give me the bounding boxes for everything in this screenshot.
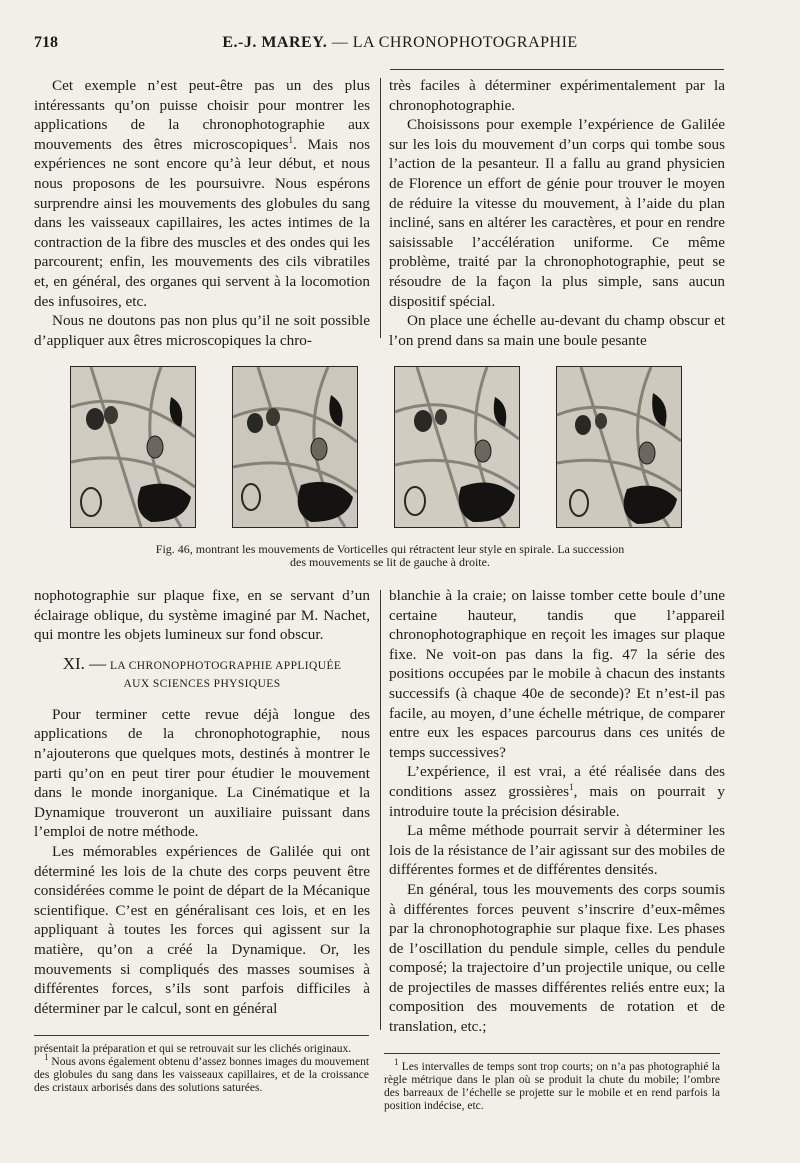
footnote-text: Les intervalles de temps sont trop courts; on n’a pas photographié la règle métrique dans le plan où se produit la chute du mobile; l’ombre des barreaux de l’échelle se projette sur le mobile et en rend parfois la position indécise, etc.: [384, 1061, 720, 1112]
footnote-marker: 1: [569, 781, 574, 792]
paragraph: La même méthode pourrait servir à déterminer les lois de la résistance de l’air agissant sur des mobiles de différentes formes et de différentes densités.: [389, 822, 725, 879]
page-number: 718: [34, 34, 58, 51]
micrograph-plate-1: [70, 366, 196, 528]
micrograph-plate-4: [556, 366, 682, 528]
micrograph-plate-2: [232, 366, 358, 528]
column-divider-bottom: [380, 590, 381, 1030]
paragraph: très faciles à déterminer expérimentalement par la chronophotographie.: [389, 77, 725, 114]
caption-line: des mouvements se lit de gauche à droite.: [290, 555, 490, 569]
section-heading: [34, 655, 370, 693]
footnote-rule-left: [34, 1035, 369, 1036]
paragraph: En général, tous les mouvements des corps soumis à différentes forces peuvent s’inscrire d’eux-mêmes par la chronophotographie sur plaque fixe. Les phases de l’oscillation du pendule simple, celles du pendule composé; la trajectoire d’un projectile unique, ou celle de projectiles de masses différentes reliés entre eux; la composition des mouvements de rotation et de translation, etc.;: [389, 880, 725, 1036]
section-title-line: LA CHRONOPHOTOGRAPHIE APPLIQUÉE: [109, 659, 342, 672]
micrograph-plate-3: [394, 366, 520, 528]
paragraph: On place une échelle au-devant du champ obscur et l’on prend dans sa main une boule pesante: [389, 312, 725, 349]
text-column-right-top: [389, 76, 725, 350]
header-title: LA CHRONOPHOTOGRAPHIE: [352, 34, 578, 51]
footnote-left: [34, 1043, 369, 1095]
header-dash: —: [331, 34, 349, 51]
paragraph: Pour terminer cette revue déjà longue des applications de la chronophotographie, nous n’ajouterons que quelques mots, destinés à montrer le parti qu’on en peut tirer pour étudier le mouvement dans le monde inorganique. La Cinématique et la Dynamique trouveront un auxiliaire puissant dans l’emploi de notre méthode.: [34, 705, 370, 841]
figure-caption: [70, 543, 710, 569]
caption-line: Fig. 46, montrant les mouvements de Vorticelles qui rétractent leur style en spirale. La succession: [155, 542, 625, 556]
paragraph: Les mémorables expériences de Galilée qui ont déterminé les lois de la chute des corps peuvent être considérées comme le point de départ de la Mécanique scientifique. C’est en généralisant ces lois, et en les appliquant à toutes les forces qui agissent sur la matière, qu’on a créé la Dynamique. Or, les mouvements si compliqués des masses soumises à différentes forces, s’ils sont parfois difficiles à déterminer par le calcul, sont en général: [34, 842, 370, 1017]
running-header: [0, 34, 800, 52]
footnote: [384, 1057, 720, 1113]
figure-46-plates: [70, 366, 690, 528]
text-column-right-bottom: [389, 586, 725, 1037]
paragraph-text: , mais on pourrait y introduire toute la précision désirable.: [389, 782, 725, 820]
text-column-left-top: [34, 76, 370, 350]
footnote-right: [384, 1057, 720, 1113]
paragraph-text: L’expérience, il est vrai, a été réalisée dans des conditions assez grossières: [389, 763, 725, 800]
footnote-rule-right: [384, 1053, 720, 1054]
text-column-left-bottom: [34, 586, 370, 1018]
footnote: [34, 1052, 370, 1095]
paragraph: [389, 762, 725, 821]
paragraph: Choisissons pour exemple l’expérience de Galilée sur les lois du mouvement d’un corps qui tombe sous l’action de la pesanteur. Il a fallu au grand physicien de Florence un effort de génie pour trouver le moyen de réduire la vitesse du mouvement, à l’aide du plan incliné, sans en altérer les caractères, et pour en rendre saisissable l’accélération uniforme. Ce même problème, traité par la chronophotographie, peut se résoudre de la façon la plus simple, sans aucun dispositif spécial.: [389, 116, 725, 310]
paragraph: Nous ne doutons pas non plus qu’il ne soit possible d’appliquer aux êtres microscopiques la chro-: [34, 312, 370, 349]
footnote-number: 1: [44, 1052, 49, 1063]
section-number: XI. —: [62, 653, 107, 673]
top-rule: [390, 69, 724, 70]
section-title-line: AUX SCIENCES PHYSIQUES: [123, 677, 281, 690]
paragraph-text: . Mais nos expériences ne sont encore qu’à leur début, et nous nous proposons de les poursuivre. Nous espérons surprendre ainsi les mouvements des globules du sang dans les vaisseaux capillaires, les actes intimes de la contraction de la fibre des muscles et des ondes qui les parcourent; enfin, les mouvements des cils vibratiles et, en général, des organes qui servent à la locomotion des infusoires, etc.: [34, 135, 370, 310]
footnote-continuation: présentait la préparation et qui se retrouvait sur les clichés originaux.: [34, 1043, 352, 1055]
paragraph: [34, 76, 370, 311]
column-divider-top: [380, 78, 381, 338]
paragraph: blanchie à la craie; on laisse tomber cette boule d’une certaine hauteur, tandis que l’appareil chronophotographique en reçoit les images sur plaque fixe. Ne voit-on pas dans la fig. 47 la série des positions occupées par le mobile à chacun des instants successifs (à chaque 40e de seconde)? Et n’est-il pas facile, au moyen, d’une échelle métrique, de comparer entre eux les espaces parcourus dans ces unités de temps successives?: [389, 587, 725, 761]
header-author: E.-J. MAREY.: [222, 34, 328, 51]
paragraph-text: Cet exemple n’est peut-être pas un des plus intéressants qu’on puisse choisir pour montrer les applications de la chronophotographie aux mouvements des êtres microscopiques: [34, 77, 370, 153]
paragraph: nophotographie sur plaque fixe, en se servant d’un éclairage oblique, du système imaginé par M. Nachet, qui montre les objets lumineux sur fond obscur.: [34, 587, 370, 644]
footnote-text: Nous avons également obtenu d’assez bonnes images du mouvement des globules du sang dans les vaisseaux capillaires, et de la croissance des cristaux arborisés dans des solutions saturées.: [34, 1056, 370, 1094]
footnote-marker: 1: [288, 134, 293, 145]
footnote-number: 1: [394, 1057, 399, 1068]
